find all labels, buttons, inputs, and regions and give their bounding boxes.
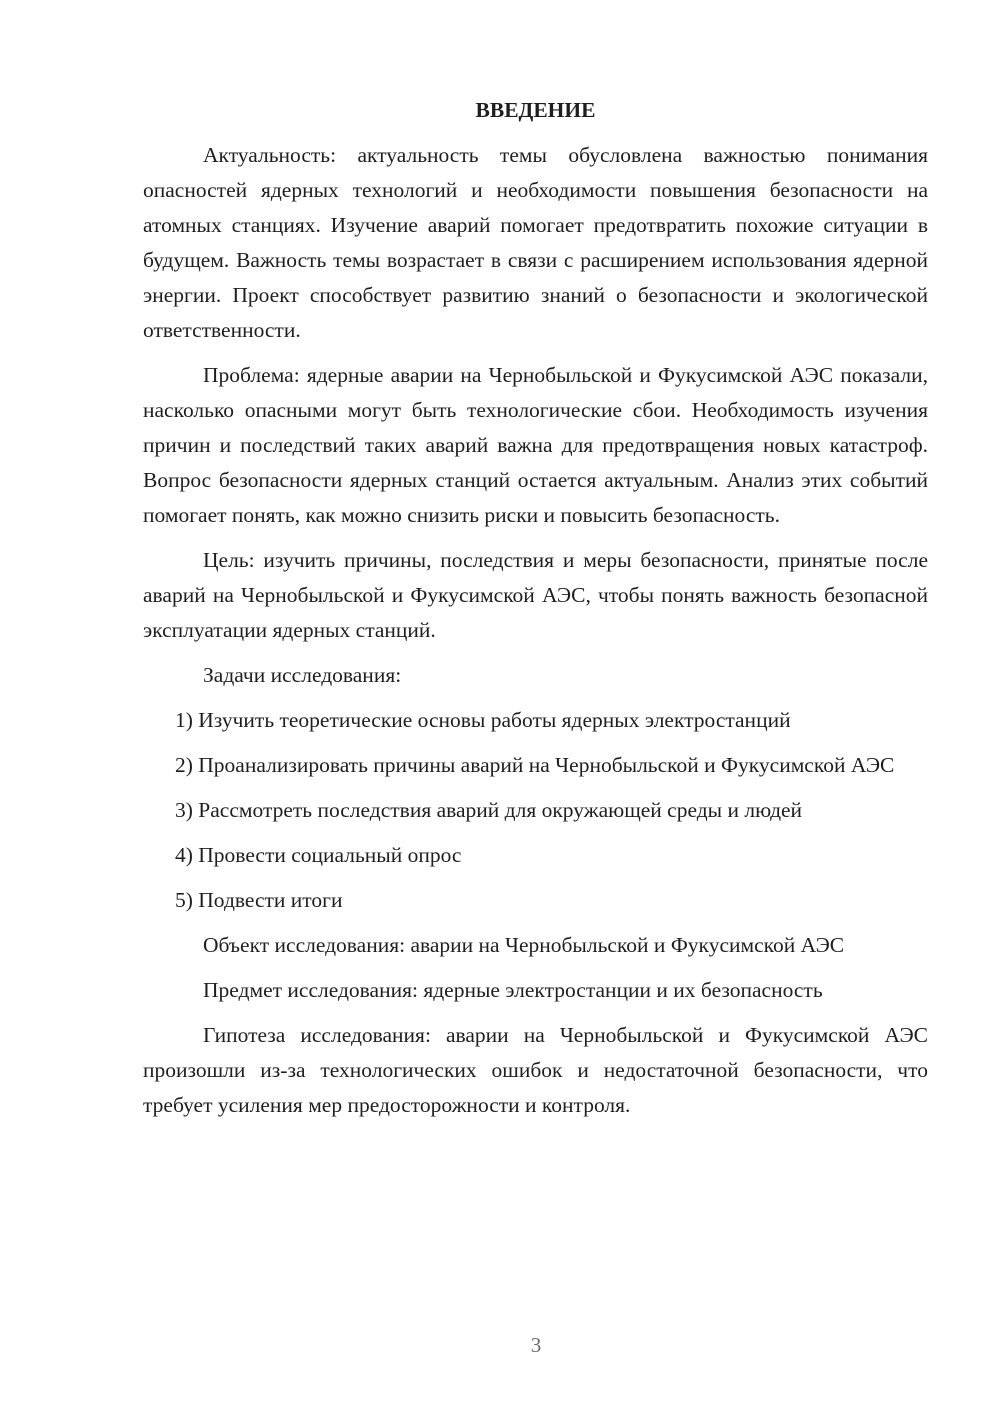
- section-title: ВВЕДЕНИЕ: [475, 98, 596, 122]
- subject-paragraph: Предмет исследования: ядерные электростанции и их безопасность: [203, 978, 823, 1002]
- tasks-heading: Задачи исследования:: [203, 663, 402, 687]
- task-item: 4) Провести социальный опрос: [175, 843, 462, 867]
- hypothesis-paragraph: Гипотеза исследования: аварии на Чернобыльской и Фукусимской АЭС произошли из-за технологических ошибок и недостаточной безопасности, что требует усиления мер предосторожности и контроля.: [143, 1023, 928, 1117]
- task-item: 5) Подвести итоги: [175, 888, 343, 912]
- goal-paragraph: Цель: изучить причины, последствия и меры безопасности, принятые после аварий на Чернобыльской и Фукусимской АЭС, чтобы понять важность безопасной эксплуатации ядерных станций.: [143, 548, 928, 642]
- page-content: [143, 93, 928, 1133]
- problem-paragraph: Проблема: ядерные аварии на Чернобыльской и Фукусимской АЭС показали, насколько опасными могут быть технологические сбои. Необходимость изучения причин и последствий таких аварий важна для предотвращения новых катастроф. Вопрос безопасности ядерных станций остается актуальным. Анализ этих событий помогает понять, как можно снизить риски и повысить безопасность.: [143, 363, 928, 527]
- task-item: 1) Изучить теоретические основы работы ядерных электростанций: [175, 708, 791, 732]
- relevance-paragraph: Актуальность: актуальность темы обусловлена важностью понимания опасностей ядерных технологий и необходимости повышения безопасности на атомных станциях. Изучение аварий помогает предотвратить похожие ситуации в будущем. Важность темы возрастает в связи с расширением использования ядерной энергии. Проект способствует развитию знаний о безопасности и экологической ответственности.: [143, 143, 928, 342]
- object-paragraph: Объект исследования: аварии на Чернобыльской и Фукусимской АЭС: [203, 933, 845, 957]
- page-number: 3: [530, 1333, 542, 1357]
- task-item: 2) Проанализировать причины аварий на Чернобыльской и Фукусимской АЭС: [175, 753, 895, 777]
- task-item: 3) Рассмотреть последствия аварий для окружающей среды и людей: [175, 798, 803, 822]
